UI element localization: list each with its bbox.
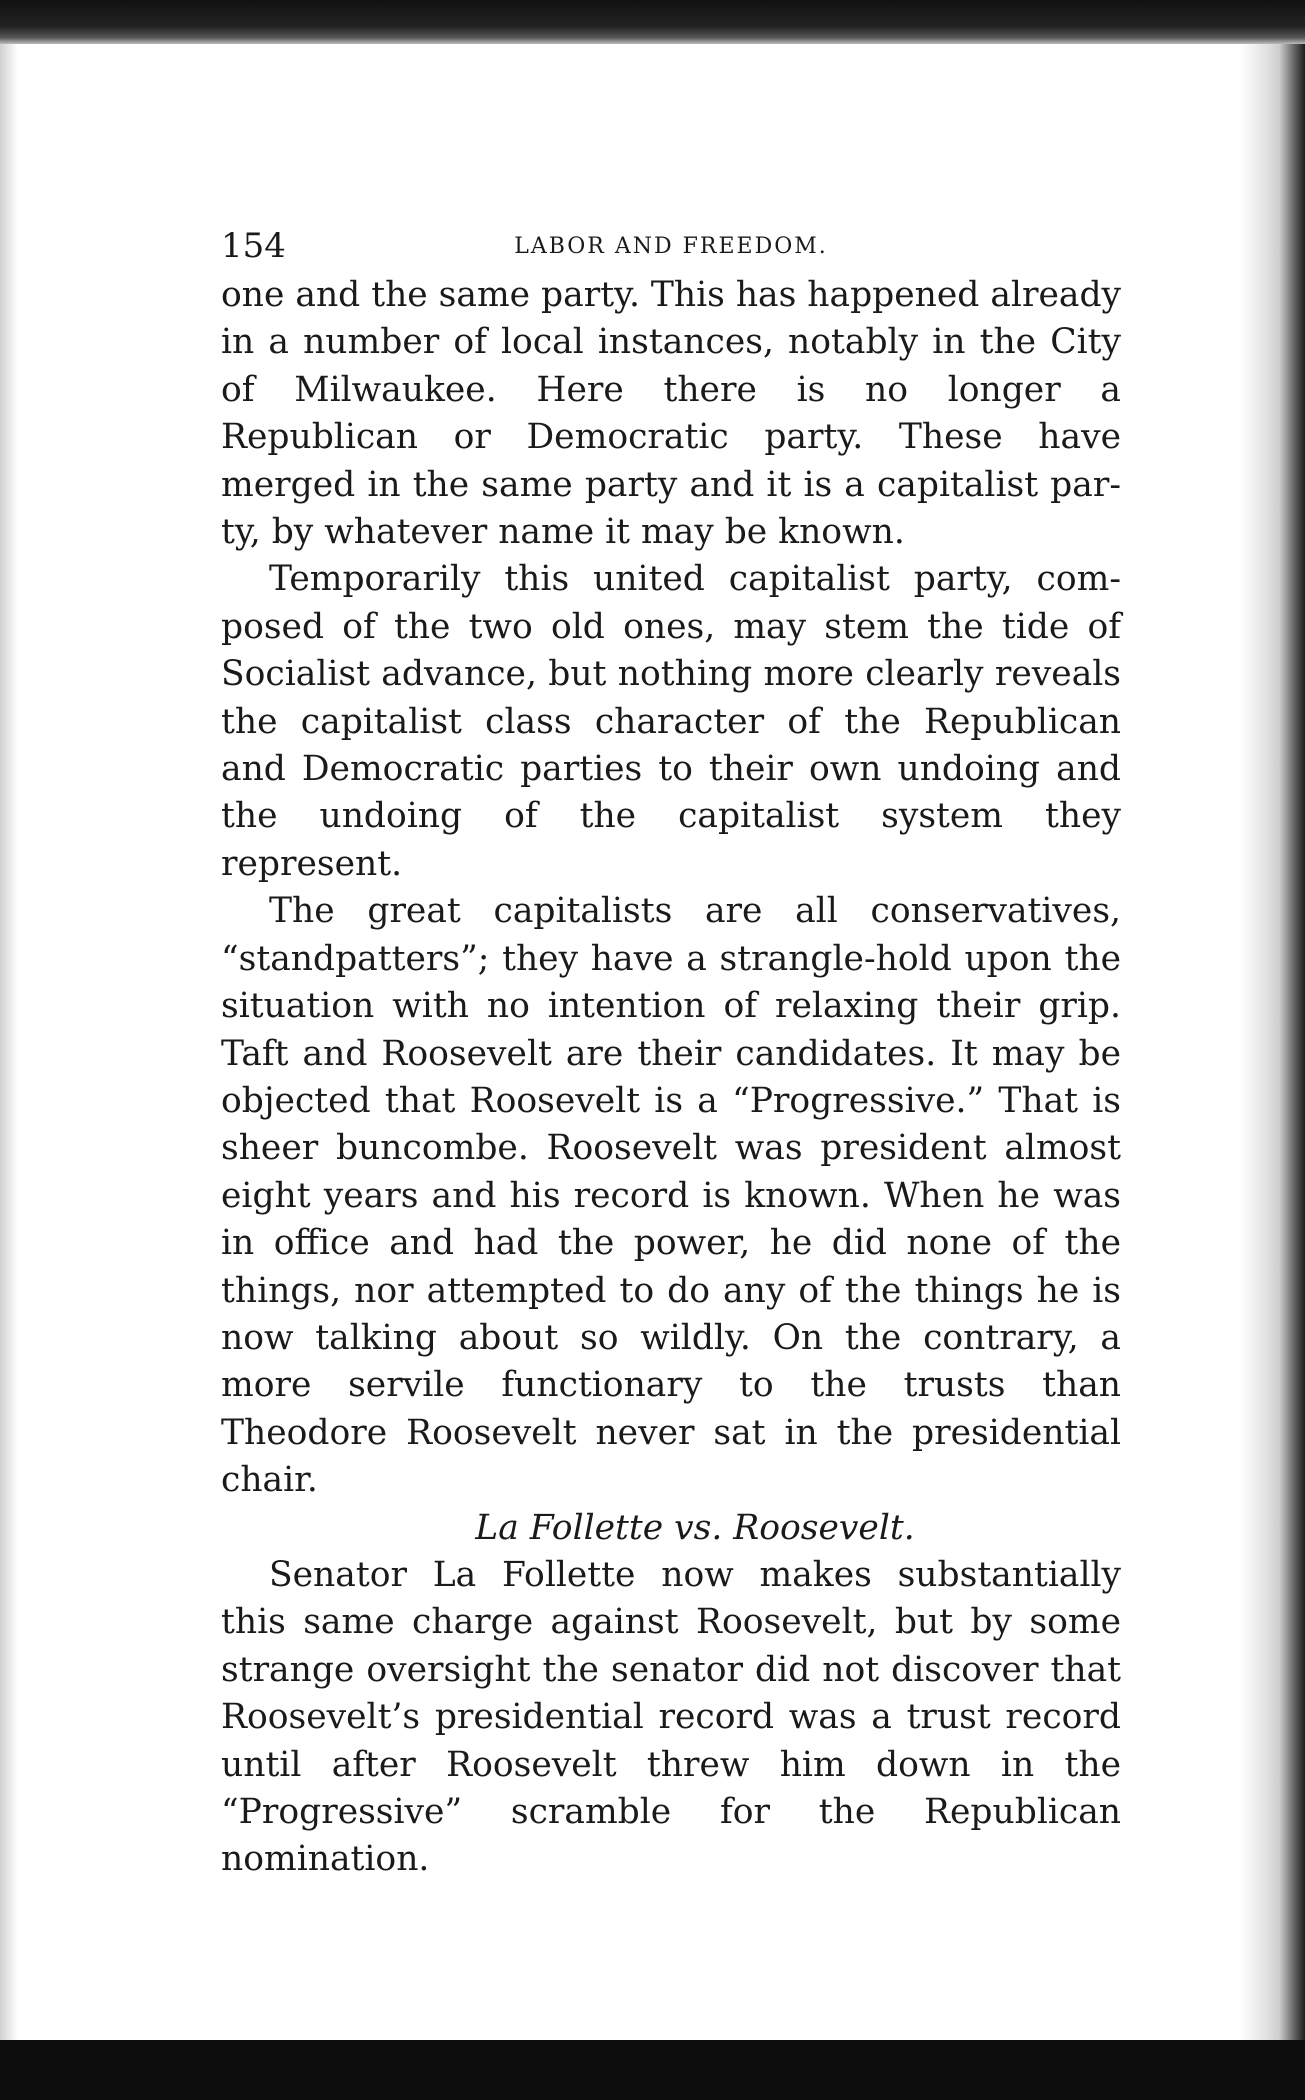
running-head: LABOR AND FREEDOM. (514, 234, 828, 259)
page-number: 154 (221, 226, 286, 266)
book-page (221, 222, 1121, 1884)
paragraph-4: Senator La Follette now makes substantially this same charge against Roosevelt, but by some strange oversight the senator did not discover that Roosevelt’s presidential record was a trust record until after Roosevelt threw him down in the “Progressive” scramble for the Republican nomination. (221, 1554, 1121, 1880)
section-subheading: La Follette vs. Roosevelt. (475, 1507, 915, 1548)
scan-page-edge (1240, 44, 1305, 2040)
scan-bottom-edge (0, 2040, 1305, 2100)
paragraph-2: Temporarily this united capitalist party, composed of the two old ones, may stem the tide of Socialist advance, but nothing more clearly reveals the capitalist class character of the Republican and Democratic parties to their own undoing and the undoing of the capitalist system they represent. (221, 559, 1121, 884)
paragraph-3: The great capitalists are all conservatives, “standpatters”; they have a strangle-hold upon the situation with no intention of relaxing their grip. Taft and Roosevelt are their candidates. It may be objected that Roosevelt is a “Progressive.” That is sheer buncombe. Roosevelt was president almost eight years and his record is known. When he was in office and had the power, he did none of the things, nor attempted to do any of the things he is now talking about so wildly. On the contrary, a more servile functionary to the trusts than Theodore Roosevelt never sat in the presidential chair. (221, 891, 1121, 1501)
scan-left-edge (0, 44, 18, 2040)
scan-top-edge (0, 0, 1305, 44)
body-text (221, 272, 1121, 1884)
page-header (221, 222, 1121, 272)
paragraph-1: one and the same party. This has happened already in a number of local instances, notably in the City of Milwaukee. Here there is no longer a Republican or Democratic party. These have merged in the same party and it is a capitalist party, by whatever name it may be known. (221, 275, 1122, 553)
